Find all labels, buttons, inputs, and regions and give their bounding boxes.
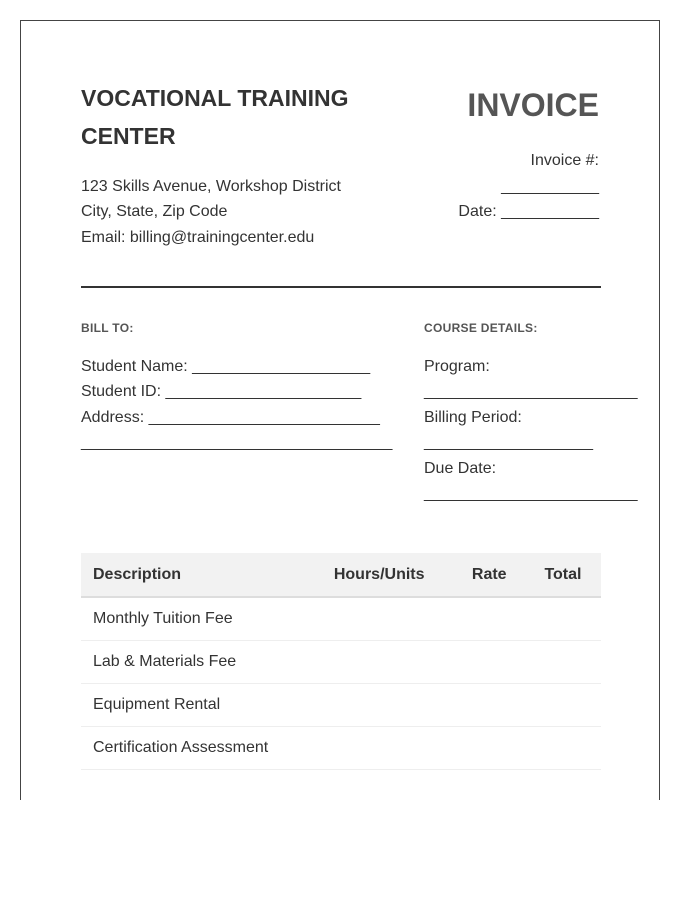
course-details-heading: COURSE DETAILS:: [424, 321, 538, 335]
row-rate: [460, 597, 533, 641]
program-blank: ________________________: [424, 383, 638, 400]
row-description: Lab & Materials Fee: [81, 641, 322, 684]
address-field-line2: ___________________________________: [81, 434, 393, 451]
bill-to-heading: BILL TO:: [81, 321, 134, 335]
billing-period-label: Billing Period:: [424, 409, 522, 426]
row-rate: [460, 641, 533, 684]
row-total: [532, 597, 601, 641]
company-address-line1: 123 Skills Avenue, Workshop District: [81, 178, 341, 195]
invoice-sheet: [20, 20, 660, 800]
header-divider: [81, 286, 601, 288]
due-date-label: Due Date:: [424, 460, 497, 477]
invoice-number-blank: ___________: [501, 178, 599, 195]
program-label: Program:: [424, 358, 490, 375]
row-rate: [460, 727, 533, 770]
row-hours: [322, 684, 460, 727]
table-row: [81, 641, 601, 684]
header-total: Total: [532, 553, 601, 597]
table-row: [81, 597, 601, 641]
header-rate: Rate: [460, 553, 533, 597]
row-hours: [322, 641, 460, 684]
company-email: Email: billing@trainingcenter.edu: [81, 229, 315, 246]
table-row: [81, 684, 601, 727]
header-hours-units: Hours/Units: [322, 553, 460, 597]
due-date-blank: ________________________: [424, 485, 638, 502]
invoice-number-label: Invoice #:: [530, 152, 599, 169]
row-total: [532, 727, 601, 770]
row-hours: [322, 597, 460, 641]
invoice-date: Date: ___________: [458, 203, 599, 220]
row-total: [532, 641, 601, 684]
company-name: VOCATIONAL TRAINING CENTER: [81, 85, 349, 149]
address-field: Address: __________________________: [81, 409, 380, 426]
header-description: Description: [81, 553, 322, 597]
student-name-field: Student Name: ____________________: [81, 358, 371, 375]
invoice-title: INVOICE: [467, 87, 599, 123]
row-description: Equipment Rental: [81, 684, 322, 727]
row-description: Monthly Tuition Fee: [81, 597, 322, 641]
row-description: Certification Assessment: [81, 727, 322, 770]
student-id-field: Student ID: ______________________: [81, 383, 362, 400]
table-row: [81, 727, 601, 770]
row-total: [532, 684, 601, 727]
line-items-table: [81, 553, 601, 770]
billing-period-blank: ___________________: [424, 434, 594, 451]
row-rate: [460, 684, 533, 727]
row-hours: [322, 727, 460, 770]
table-header-row: [81, 553, 601, 597]
company-address-line2: City, State, Zip Code: [81, 203, 228, 220]
